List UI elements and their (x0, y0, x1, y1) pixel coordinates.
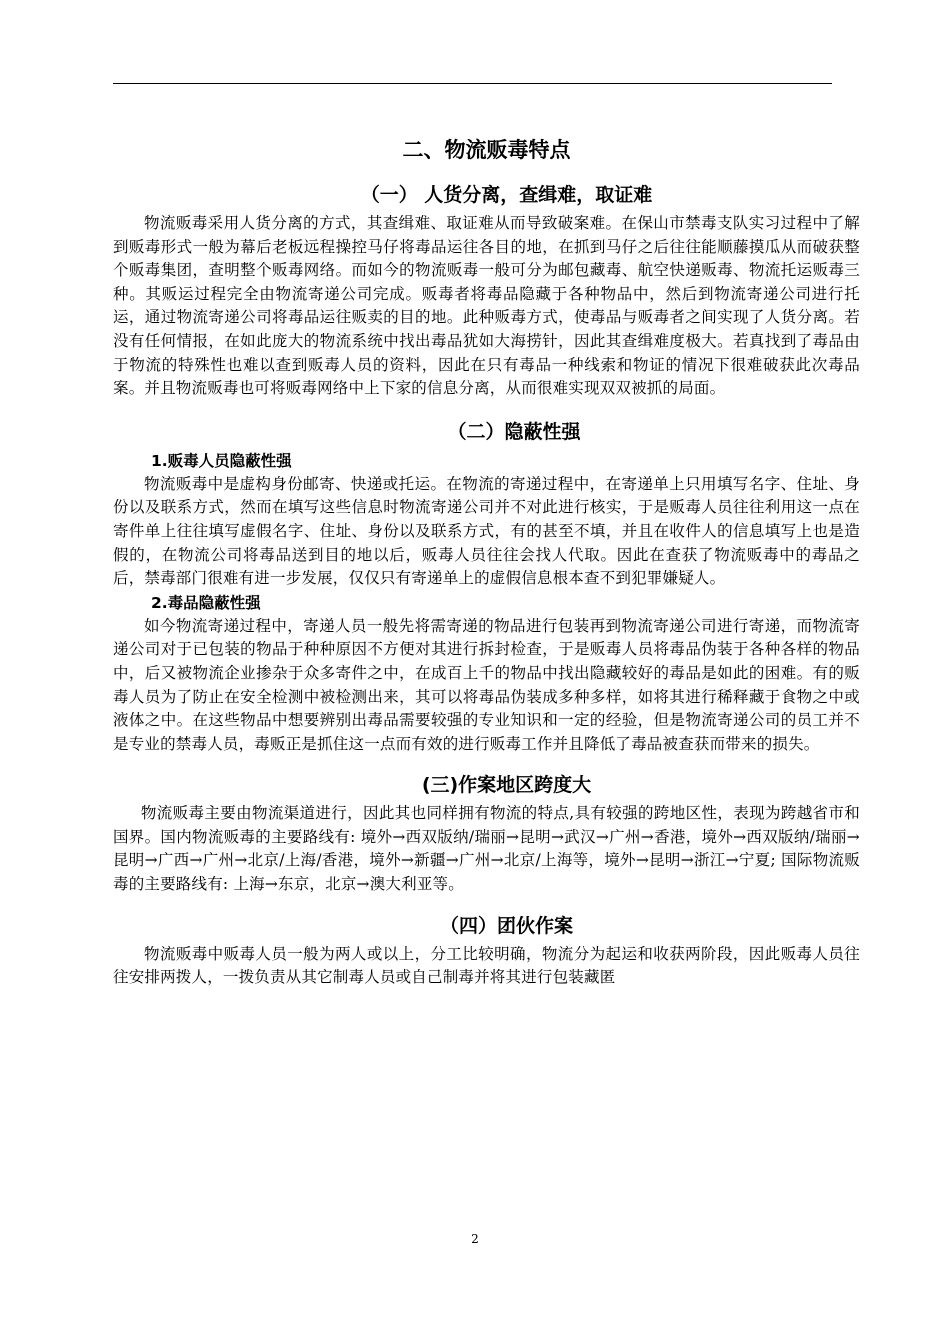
section-heading-1: （一） 人货分离，查缉难，取证难 (360, 184, 653, 206)
section-3-paragraph: 物流贩毒主要由物流渠道进行，因此其也同样拥有物流的特点,具有较强的跨地区性，表现为跨越省市和国界。国内物流贩毒的主要路线有: 境外→西双版纳/瑞丽→昆明→武汉→广州→香港，境外→西双版纳/瑞丽→昆明→广西→广州→北京/上海/香港，境外→新疆→广州→北京/上海等，境外→昆明→浙江→宁夏; 国际物流贩毒的主要路线有: 上海→东京，北京→澳大利亚等。 (113, 804, 860, 894)
section-1-paragraph: 物流贩毒采用人货分离的方式，其查缉难、取证难从而导致破案难。在保山市禁毒支队实习过程中了解到贩毒形式一般为幕后老板远程操控马仔将毒品运往各目的地，在抓到马仔之后往往能顺藤摸瓜从而破获整个贩毒集团，查明整个贩毒网络。而如今的物流贩毒一般可分为邮包藏毒、航空快递贩毒、物流托运贩毒三种。其贩运过程完全由物流寄递公司完成。贩毒者将毒品隐藏于各种物品中，然后到物流寄递公司进行托运，通过物流寄递公司将毒品运往贩卖的目的地。此种贩毒方式，使毒品与贩毒者之间实现了人货分离。若没有任何情报，在如此庞大的物流系统中找出毒品犹如大海捞针，因此其查缉难度极大。若真找到了毒品由于物流的特殊性也难以查到贩毒人员的资料，因此在只有毒品一种线索和物证的情况下很难破获此次毒品案。并且物流贩毒也可将贩毒网络中上下家的信息分离，从而很难实现双双被抓的局面。 (113, 214, 860, 398)
subheading-2-1: 1.贩毒人员隐蔽性强 (151, 451, 292, 470)
section-2-paragraph-2: 如今物流寄递过程中，寄递人员一般先将需寄递的物品进行包装再到物流寄递公司进行寄递，而物流寄递公司对于已包装的物品于种种原因不方便对其进行拆封检查，于是贩毒人员将毒品伪装于各种各样的物品中，后又被物流企业掺杂于众多寄件之中，在成百上千的物品中找出隐藏较好的毒品是如此的困难。有的贩毒人员为了防止在安全检测中被检测出来，其可以将毒品伪装成多种多样，如将其进行稀释藏于食物之中或液体之中。在这些物品中想要辨别出毒品需要较强的专业知识和一定的经验，但是物流寄递公司的员工并不是专业的禁毒人员，毒贩正是抓住这一点而有效的进行贩毒工作并且降低了毒品被查获而带来的损失。 (113, 616, 860, 753)
section-heading-2: （二）隐蔽性强 (447, 420, 581, 443)
section-heading-4: （四）团伙作案 (439, 914, 573, 937)
header-rule (113, 83, 832, 84)
section-heading-3: (三)作案地区跨度大 (421, 774, 592, 797)
page-number: 2 (471, 1232, 479, 1246)
page-title: 二、物流贩毒特点 (402, 138, 571, 162)
subheading-2-2: 2.毒品隐蔽性强 (151, 593, 261, 612)
section-2-paragraph-1: 物流贩毒中是虚构身份邮寄、快递或托运。在物流的寄递过程中，在寄递单上只用填写名字、住址、身份以及联系方式，然而在填写这些信息时物流寄递公司并不对此进行核实，于是贩毒人员往往利用这一点在寄件单上往往填写虚假名字、住址、身份以及联系方式，有的甚至不填，并且在收件人的信息填写上也是造假的，在物流公司将毒品送到目的地以后，贩毒人员往往会找人代取。因此在查获了物流贩毒中的毒品之后，禁毒部门很难有进一步发展，仅仅只有寄递单上的虚假信息根本查不到犯罪嫌疑人。 (113, 474, 860, 588)
section-4-paragraph: 物流贩毒中贩毒人员一般为两人或以上，分工比较明确，物流分为起运和收获两阶段，因此贩毒人员往往安排两拨人，一拨负责从其它制毒人员或自己制毒并将其进行包装藏匿 (113, 944, 860, 987)
document-body (113, 130, 860, 990)
